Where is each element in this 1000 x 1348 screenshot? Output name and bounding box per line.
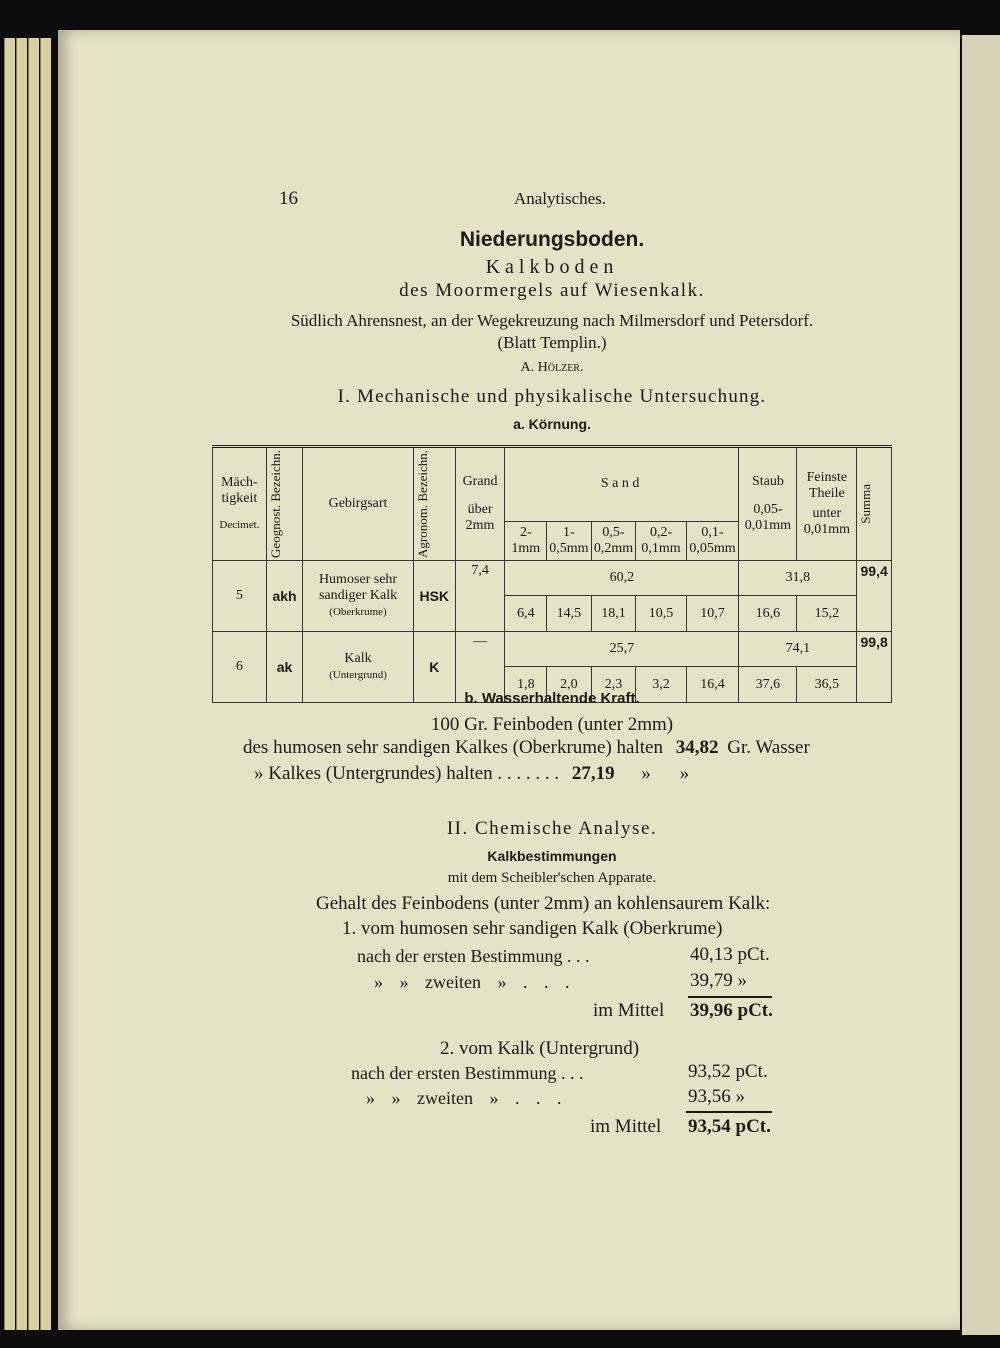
cell-geognost: ak [266,631,303,702]
header-sand: Sand [505,447,739,522]
water-intro: 100 Gr. Feinboden (unter 2mm) [430,714,674,735]
item2-value1: 93,52 pCt. [688,1061,768,1082]
cell-sand-total: 60,2 [505,560,739,596]
method-text: mit dem Scheibler'schen Apparate. [447,870,657,886]
cell-sand: 3,2 [636,667,686,703]
cell-gebirgsart [303,560,414,631]
section2-title: II. Chemische Analyse. [446,818,658,839]
page-edge [28,38,39,1330]
cell-fine-total: 74,1 [739,631,857,667]
header-cell [739,447,797,561]
subtitle-moormergel: des Moormergels auf Wiesenkalk. [399,280,705,301]
item1-line2: » » zweiten » . . . [374,972,570,992]
page-number: 16 [279,188,298,209]
water-line-1 [243,737,810,759]
cell-sand: 14,5 [547,596,591,632]
header-maechtigkeit: Mäch-tigkeit [221,474,258,506]
cell-staub: 16,6 [739,596,797,632]
header-unit: Decimet. [219,518,260,531]
cell-sand-total: 25,7 [505,631,739,667]
gebirgsart-name: Kalk [344,650,372,666]
main-title: Niederungsboden. [459,228,645,251]
item2-line1: nach der ersten Bestimmung . . . [351,1063,584,1083]
page-edge [40,38,51,1330]
cell-geognost: akh [266,560,303,631]
item1-value1: 40,13 pCt. [690,944,770,965]
cell-depth: 6 [213,631,267,702]
header-feinste: Feinste Theile [806,469,848,501]
gebirgsart-layer: (Oberkrume) [329,605,387,618]
analysis-intro: Gehalt des Feinbodens (unter 2mm) an kohlensaurem Kalk: [316,893,771,914]
section1-title: I. Mechanische und physikalische Untersuchung. [337,386,767,407]
header-geognost: Geognost. Bezeichn. [267,450,283,558]
subsection-a: a. Körnung. [513,416,591,432]
author: A. Hölzer. [520,360,584,375]
header-sand-col: 0,2-0,1mm [636,521,686,560]
gebirgsart-layer: (Untergrund) [329,668,387,681]
header-sand-col: 0,5-0,2mm [591,521,636,560]
item1-mean: 39,96 pCt. [690,1000,773,1021]
header-gebirgsart: Gebirgsart [303,447,414,561]
grain-size-table [212,445,892,703]
cell-sand: 6,4 [505,596,547,632]
header-sand-col: 2-1mm [505,521,547,560]
cell-sand: 10,7 [686,596,739,632]
header-cell [797,447,857,561]
item1-value2: 39,79 » [690,970,747,991]
cell-agronom: K [413,631,455,702]
header-sand-col: 0,1-0,05mm [686,521,739,560]
gebirgsart-name: Humoser sehr sandiger Kalk [318,571,398,603]
subtitle-kalkboden: Kalkboden [485,256,619,278]
water-line-2-unit: » » [641,763,702,784]
header-grand: Grand [462,473,498,489]
table-header-row [213,447,892,522]
header-cell [455,447,505,561]
cell-feinste: 15,2 [797,596,857,632]
cell-sand: 2,0 [547,667,591,703]
section2-subtitle: Kalkbestimmungen [487,848,617,864]
water-line-1-value: 34,82 [675,737,719,758]
water-line-2 [254,763,701,785]
header-staub: Staub [751,473,784,489]
cell-sand: 16,4 [686,667,739,703]
header-summa: Summa [858,484,874,524]
sum-rule [686,1111,772,1113]
water-line-1-unit: Gr. Wasser [727,737,810,758]
header-grand-sub: über 2mm [465,501,495,533]
running-title: Analytisches. [513,189,607,208]
water-line-2-value: 27,19 [571,763,615,784]
header-staub-sub: 0,05-0,01mm [744,501,792,533]
item1-line1: nach der ersten Bestimmung . . . [357,946,590,966]
page-edge [16,38,27,1330]
subsection-b: b. Wasserhaltende Kraft. [464,690,640,707]
header-agronom: Agronom. Bezeichn. [414,450,430,558]
header-cell [213,447,267,561]
cell-sand: 2,3 [591,667,636,703]
sum-rule [688,996,772,998]
cell-agronom: HSK [413,560,455,631]
cell-depth: 5 [213,560,267,631]
header-feinste-sub: unter 0,01mm [803,505,850,537]
page-edge [4,38,15,1330]
water-line-1-text: des humosen sehr sandigen Kalkes (Oberkrume) halten [243,737,663,758]
cell-summa: 99,8 [857,631,892,702]
header-cell [857,447,892,561]
cell-feinste: 36,5 [797,667,857,703]
cell-sand: 1,8 [505,667,547,703]
item1-mean-label: im Mittel [593,1000,665,1021]
item2-title: 2. vom Kalk (Untergrund) [440,1038,640,1059]
cell-staub: 37,6 [739,667,797,703]
header-cell [413,447,455,561]
cell-fine-total: 31,8 [739,560,857,596]
location-text: Südlich Ahrensnest, an der Wegekreuzung nach Milmersdorf und Petersdorf. [290,311,814,330]
table-row [213,631,892,667]
cell-sand: 10,5 [636,596,686,632]
item2-value2: 93,56 » [688,1086,745,1107]
cell-summa: 99,4 [857,560,892,631]
item2-mean-label: im Mittel [590,1116,662,1137]
cell-grand: — [455,631,505,702]
table-row [213,560,892,596]
item2-mean: 93,54 pCt. [688,1116,771,1137]
item2-line2: » » zweiten » . . . [366,1088,562,1108]
cell-grand: 7,4 [455,560,505,631]
cell-sand: 18,1 [591,596,636,632]
water-line-2-text: » Kalkes (Untergrundes) halten . . . . . . . [254,763,560,784]
header-cell [266,447,303,561]
item1-title: 1. vom humosen sehr sandigen Kalk (Oberkrume) [342,918,723,939]
header-sand-col: 1-0,5mm [547,521,591,560]
sheet-ref: (Blatt Templin.) [497,333,607,352]
